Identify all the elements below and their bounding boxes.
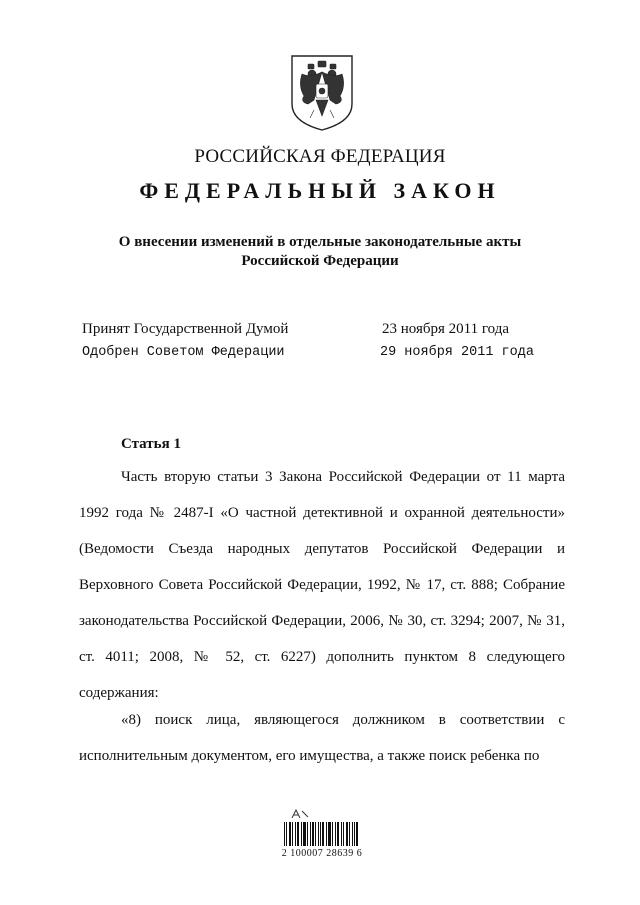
council-approval-date: 29 ноября 2011 года xyxy=(380,345,534,360)
law-subject xyxy=(0,233,640,271)
council-approval-label: Одобрен Советом Федерации xyxy=(82,345,285,360)
law-type-title: ФЕДЕРАЛЬНЫЙ ЗАКОН xyxy=(139,178,501,203)
article-heading: Статья 1 xyxy=(121,436,181,452)
russian-coat-of-arms-icon xyxy=(288,52,356,132)
barcode-icon xyxy=(284,822,358,846)
duma-adoption-label: Принят Государственной Думой xyxy=(82,321,289,337)
duma-adoption-row xyxy=(82,321,552,341)
article-paragraph-1: Часть вторую статьи 3 Закона Российской Федерации от 11 марта 1992 года № 2487-I «О частной детективной и охранной деятельности» (Ведомости Съезда народных депутатов Российской Федерации и Верховного Совета Российской Федерации, 1992, № 17, ст. 888; Собрание законодательства Российской Федерации, 2006, № 30, ст. 3294; 2007, № 31, ст. 4011; 2008, № 52, ст. 6227) дополнить пунктом 8 следующего содержания: xyxy=(79,469,565,701)
article-paragraph-2: «8) поиск лица, являющегося должником в соответствии с исполнительным документом, его имущества, а также поиск ребенка по xyxy=(79,712,565,764)
barcode-tag-icon xyxy=(290,808,310,820)
duma-adoption-date: 23 ноября 2011 года xyxy=(382,321,510,337)
barcode-number: 2 100007 28639 6 xyxy=(281,848,363,859)
law-subject-line-2: Российской Федерации xyxy=(241,253,399,269)
law-subject-line-1: О внесении изменений в отдельные законодательные акты xyxy=(118,234,522,250)
country-name: РОССИЙСКАЯ ФЕДЕРАЦИЯ xyxy=(194,146,446,167)
council-approval-row xyxy=(82,345,552,365)
